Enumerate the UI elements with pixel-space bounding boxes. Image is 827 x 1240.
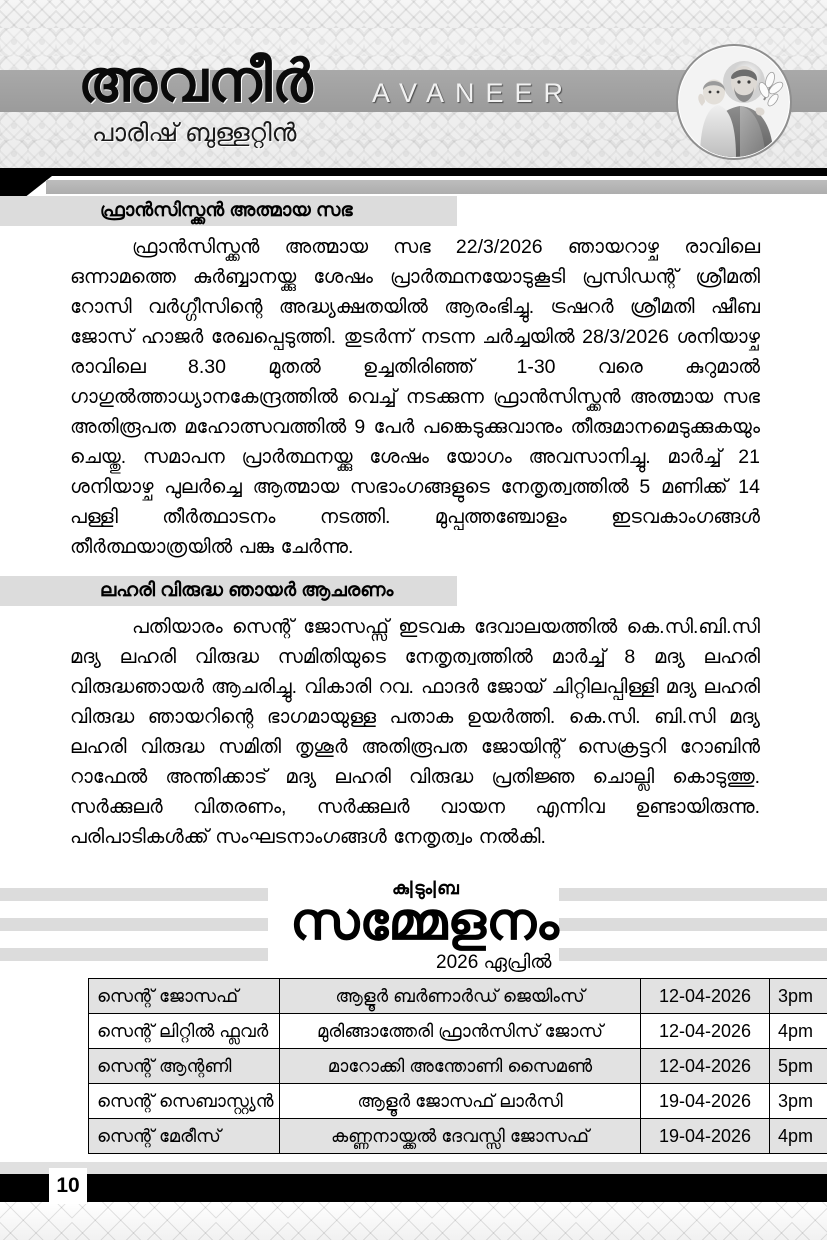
schedule-time-cell: 3pm: [770, 979, 827, 1014]
section-heading-franciscan: [0, 196, 457, 226]
schedule-date-cell: 19-04-2026: [641, 1119, 770, 1154]
decor-stripe-left-2: [0, 918, 268, 931]
masthead-bottom-rule: [0, 168, 827, 176]
schedule-name-cell: ആളൂർ ജോസഫ് ലാർസി: [280, 1084, 641, 1119]
sangamam-date-label: 2026 ഏപ്രിൽ: [436, 952, 552, 973]
sangamam-kudumba-label: കു|ടും|ബ: [392, 878, 459, 898]
decor-stripe-left-3: [0, 948, 268, 961]
schedule-name-cell: ആളൂർ ബർണാർഡ് ജെയിംസ്: [280, 979, 641, 1014]
table-row: [89, 1014, 827, 1049]
schedule-time-cell: 4pm: [770, 1014, 827, 1049]
decor-stripe-right-1: [559, 888, 827, 901]
section-heading-anti-drug-sunday: [0, 576, 457, 606]
decor-stripe-left-1: [0, 888, 268, 901]
schedule-unit-cell: സെന്റ് ലിറ്റിൽ ഫ്ലവർ: [89, 1014, 280, 1049]
publication-subtitle-malayalam: പാരിഷ് ബുള്ളറ്റിൻ: [92, 119, 297, 147]
kudumba-sangamam-logo-block: [0, 876, 827, 986]
schedule-unit-cell: സെന്റ് മേരീസ്: [89, 1119, 280, 1154]
schedule-date-cell: 12-04-2026: [641, 1049, 770, 1084]
schedule-unit-cell: സെന്റ് ആന്റണി: [89, 1049, 280, 1084]
sangamam-wordmark: [284, 876, 574, 984]
masthead: [0, 28, 827, 168]
schedule-unit-cell: സെന്റ് സെബാസ്റ്റ്യൻ: [89, 1084, 280, 1119]
schedule-name-cell: മാറോക്കി അന്തോണി സൈമൺ: [280, 1049, 641, 1084]
footer-ornament-band: [0, 1202, 827, 1240]
publication-title-english: AVANEER: [372, 78, 575, 108]
schedule-unit-cell: സെന്റ് ജോസഫ്: [89, 979, 280, 1014]
table-row: [89, 1119, 827, 1154]
section-heading-label: ഫ്രാൻസിസ്ക്കൻ അത്മായ സഭ: [100, 200, 353, 221]
decor-stripe-right-3: [559, 948, 827, 961]
schedule-name-cell: കണ്ണനായ്ക്കൽ ദേവസ്സി ജോസഫ്: [280, 1119, 641, 1154]
section-body-franciscan: ഫ്രാൻസിസ്ക്കൻ അത്മായ സഭ 22/3/2026 ഞായറാഴ്ച രാവിലെ ഒന്നാമത്തെ കുർബ്ബാനയ്ക്കു ശേഷം പ്രാർത്ഥനയോടുകൂടി പ്രസിഡന്റ് ശ്രീമതി റോസി വർഗ്ഗീസിന്റെ അദ്ധ്യക്ഷതയിൽ ആരംഭിച്ചു. ട്രഷറർ ശ്രീമതി ഷീബ ജോസ് ഹാജർ രേഖപ്പെടുത്തി. തുടർന്ന് നടന്ന ചർച്ചയിൽ 28/3/2026 ശനിയാഴ്ച രാവിലെ 8.30 മുതൽ ഉച്ചതിരിഞ്ഞ് 1-30 വരെ കുറുമാൽ ഗാഗുൽത്താധ്യാനകേന്ദ്രത്തിൽ വെച്ച് നടക്കുന്ന ഫ്രാൻസിസ്ക്കൻ അത്മായ സഭ അതിരൂപത മഹോത്സവത്തിൽ 9 പേർ പങ്കെടുക്കുവാനും തീരുമാനമെടുക്കുകയും ചെയ്തു. സമാപന പ്രാർത്ഥനയ്ക്കു ശേഷം യോഗം അവസാനിച്ചു. മാർച്ച് 21 ശനിയാഴ്ച പുലർച്ചെ ആത്മായ സഭാംഗങ്ങളുടെ നേതൃത്വത്തിൽ 5 മണിക്ക് 14 പള്ളി തീർത്ഥാടനം നടത്തി. മുപ്പത്തഞ്ചോളം ഇടവകാംഗങ്ങൾ തീർത്ഥയാത്രയിൽ പങ്കു ചേർന്നു.: [70, 236, 760, 558]
footer-gray-bar: [0, 1162, 827, 1174]
publication-title-malayalam: അവനീർ: [78, 49, 313, 114]
table-row: [89, 1084, 827, 1119]
schedule-time-cell: 3pm: [770, 1084, 827, 1119]
schedule-time-cell: 4pm: [770, 1119, 827, 1154]
sangamam-schedule-table-wrapper: [88, 978, 814, 1154]
schedule-date-cell: 12-04-2026: [641, 1014, 770, 1049]
schedule-date-cell: 19-04-2026: [641, 1084, 770, 1119]
footer-black-bar: [0, 1174, 827, 1202]
schedule-name-cell: മുരിങ്ങാത്തേരി ഫ്രാൻസിസ് ജോസ്: [280, 1014, 641, 1049]
top-gray-divider-bar: [46, 180, 827, 194]
table-row: [89, 979, 827, 1014]
sangamam-main-label: സമ്മേളനം: [290, 893, 559, 951]
section-heading-label: ലഹരി വിരുദ്ധ ഞായർ ആചരണം: [100, 580, 394, 601]
schedule-time-cell: 5pm: [770, 1049, 827, 1084]
section-body-anti-drug-sunday: പതിയാരം സെന്റ് ജോസഫ്സ് ഇടവക ദേവാലയത്തിൽ കെ.സി.ബി.സി മദ്യ ലഹരി വിരുദ്ധ സമിതിയുടെ നേതൃത്വത്തിൽ മാർച്ച് 8 മദ്യ ലഹരി വിരുദ്ധഞായർ ആചരിച്ചു. വികാരി റവ. ഫാദർ ജോയ് ചിറ്റിലപ്പിള്ളി മദ്യ ലഹരി വിരുദ്ധ ഞായറിന്റെ ഭാഗമായുള്ള പതാക ഉയർത്തി. കെ.സി. ബി.സി മദ്യ ലഹരി വിരുദ്ധ സമിതി തൃശൂർ അതിരൂപത ജോയിന്റ് സെക്രട്ടറി റോബിൻ റാഫേൽ അന്തിക്കാട് മദ്യ ലഹരി വിരുദ്ധ പ്രതിജ്ഞ ചൊല്ലി കൊടുത്തു. സർക്കുലർ വിതരണം, സർക്കുലർ വായന എന്നിവ ഉണ്ടായിരുന്നു. പരിപാടികൾക്ക് സംഘടനാംഗങ്ങൾ നേതൃത്വം നൽകി.: [70, 616, 760, 848]
schedule-date-cell: 12-04-2026: [641, 979, 770, 1014]
article-column: [0, 196, 827, 852]
saint-joseph-with-child-jesus-icon: [676, 44, 792, 160]
table-row: [89, 1049, 827, 1084]
sangamam-schedule-table: [88, 978, 827, 1154]
page-number: 10: [49, 1168, 87, 1204]
top-ornament-band: [0, 0, 827, 28]
decor-stripe-right-2: [559, 918, 827, 931]
